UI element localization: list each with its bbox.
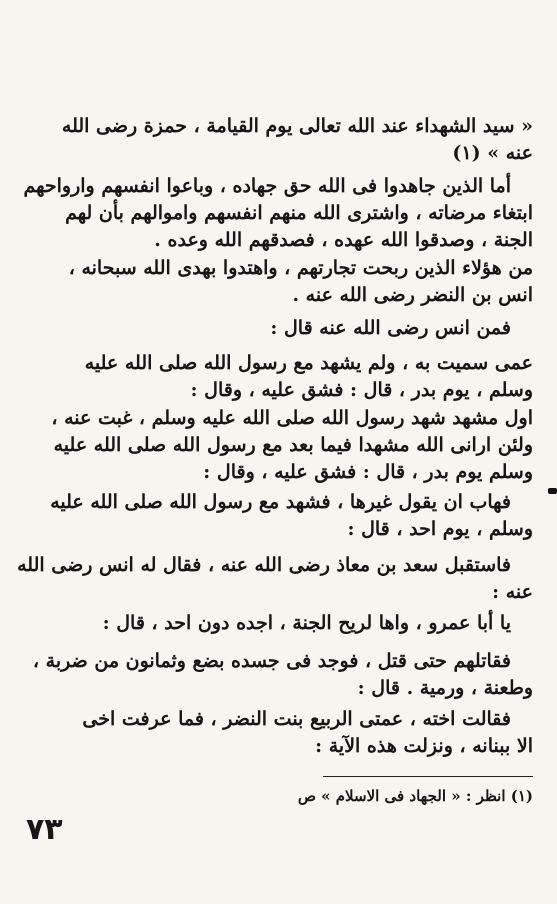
paragraph-first-battle	[14, 405, 533, 486]
text-line: فهاب ان يقول غيرها ، فشهد مع رسول الله صلى الله عليه	[50, 491, 511, 513]
page-number: ٧٣	[26, 812, 63, 847]
text-line: عمى سميت به ، ولم يشهد مع رسول الله صلى الله عليه	[84, 352, 533, 374]
paragraph-hamza-title	[14, 113, 533, 167]
paragraph-paradise	[14, 610, 533, 637]
footnote-divider	[323, 776, 533, 777]
text-line: يا أبا عمرو ، واها لريح الجنة ، اجده دون احد ، قال :	[102, 612, 511, 634]
text-line: فقاتلهم حتى قتل ، فوجد فى جسده بضع وثمانون من ضربة ،	[32, 650, 511, 672]
text-line: اول مشهد شهد رسول الله صلى الله عليه وسلم ، غبت عنه ،	[51, 407, 533, 429]
text-line: الا ببنانه ، ونزلت هذه الآية :	[315, 735, 533, 757]
text-line: وسلم ، يوم بدر ، قال : فشق عليه ، وقال :	[190, 379, 533, 401]
text-line: وسلم ، يوم احد ، قال :	[347, 518, 533, 540]
paragraph-martyrdom	[14, 648, 533, 702]
text-line: وسلم يوم بدر ، قال : فشق عليه ، وقال :	[203, 461, 533, 483]
paragraph-saad	[14, 552, 533, 606]
margin-mark	[548, 488, 557, 494]
paragraph-sister	[14, 706, 533, 760]
paragraph-uncle	[14, 350, 533, 404]
text-line: عنه :	[492, 581, 533, 603]
text-line: الجنة ، وصدقوا الله عهده ، فصدقهم الله وعده .	[154, 229, 533, 251]
text-line: أما الذين جاهدوا فى الله حق جهاده ، وباعوا انفسهم وارواحهم	[23, 175, 511, 197]
text-line: « سيد الشهداء عند الله تعالى يوم القيامة ، حمزة رضى الله	[61, 115, 533, 137]
text-line: انس بن النضر رضى الله عنه .	[292, 284, 533, 306]
text-line: فاستقبل سعد بن معاذ رضى الله عنه ، فقال له انس رضى الله	[17, 554, 511, 576]
footnote: (١) انظر : « الجهاد فى الاسلام » ص	[297, 787, 533, 805]
text-line: فقالت اخته ، عمتى الربيع بنت النضر ، فما عرفت اخى	[82, 708, 511, 730]
paragraph-anas-said	[14, 315, 533, 342]
paragraph-uhud	[14, 489, 533, 543]
paragraph-anas-intro	[14, 255, 533, 309]
text-line: ولئن ارانى الله مشهدا فيما بعد مع رسول الله صلى الله عليه	[53, 434, 533, 456]
text-line: من هؤلاء الذين ربحت تجارتهم ، واهتدوا بهدى الله سبحانه ،	[68, 257, 533, 279]
text-line: فمن انس رضى الله عنه قال :	[270, 317, 511, 339]
text-line: عنه » (١)	[452, 142, 533, 164]
text-line: وطعنة ، ورمية . قال :	[357, 677, 533, 699]
text-line: ابتغاء مرضاته ، واشترى الله منهم انفسهم واموالهم بأن لهم	[65, 202, 533, 224]
paragraph-intro	[14, 173, 533, 254]
